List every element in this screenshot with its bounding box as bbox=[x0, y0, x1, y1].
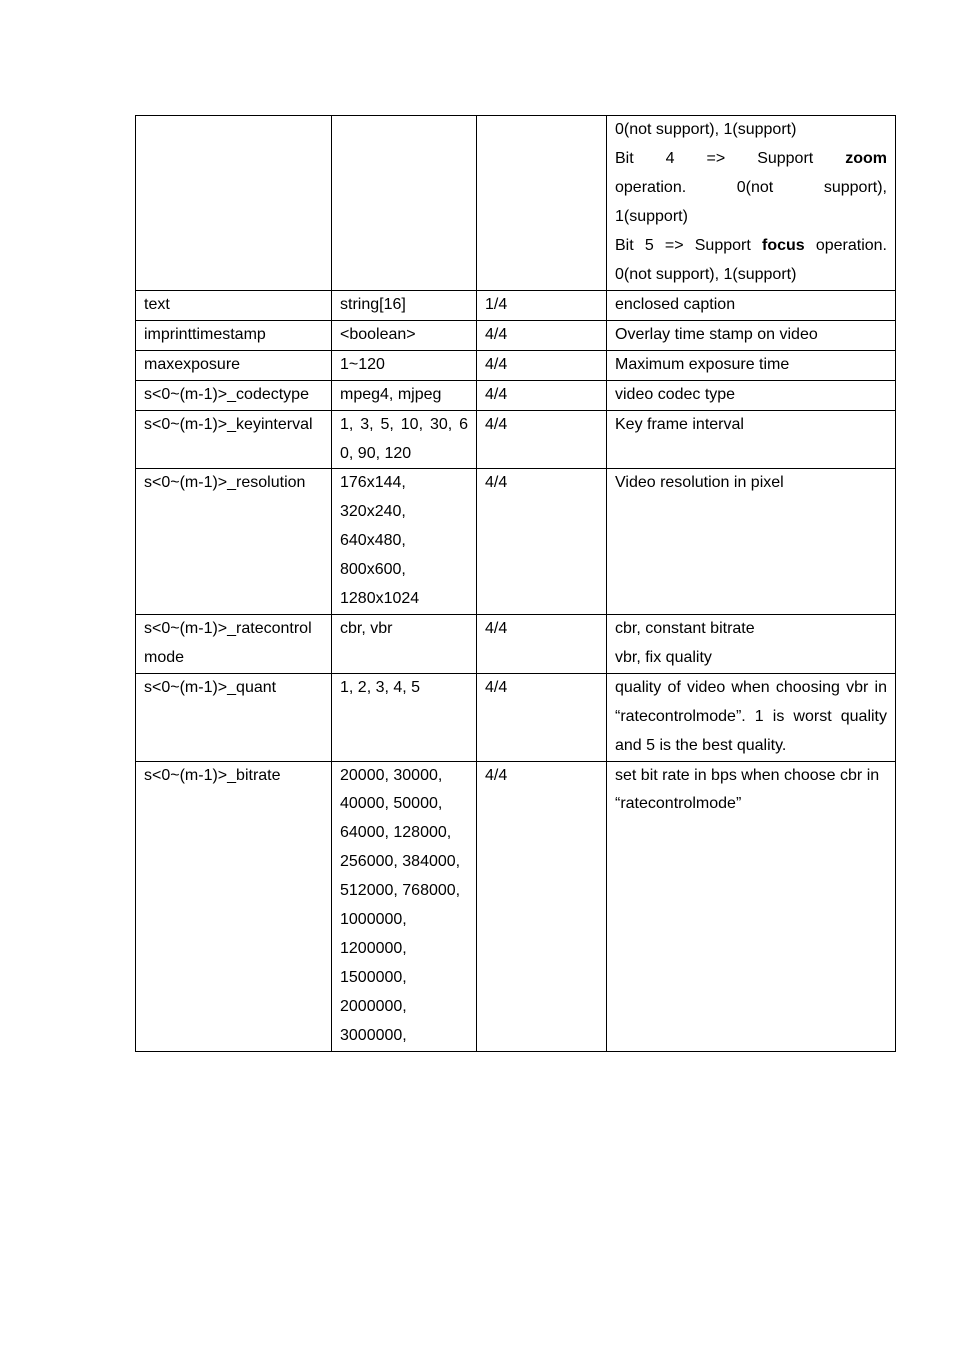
cell-value bbox=[332, 116, 477, 291]
cell-security: 4/4 bbox=[477, 410, 607, 469]
cell-name: s<0~(m-1)>_quant bbox=[136, 673, 332, 761]
bit5-keyword: focus bbox=[761, 236, 805, 254]
cell-value: 1~120 bbox=[332, 350, 477, 380]
bit5-prefix: Bit 5 => Support bbox=[615, 236, 751, 254]
bit5-suffix: operation. bbox=[815, 236, 887, 254]
cell-name: imprinttimestamp bbox=[136, 320, 332, 350]
cell-value: string[16] bbox=[332, 291, 477, 321]
table-row bbox=[136, 469, 896, 615]
cell-description: set bit rate in bps when choose cbr in “ratecontrolmode” bbox=[607, 761, 896, 1051]
cell-security: 4/4 bbox=[477, 350, 607, 380]
parameter-table bbox=[135, 115, 896, 1052]
cell-name: s<0~(m-1)>_bitrate bbox=[136, 761, 332, 1051]
description-line: 0(not support), 1(support) bbox=[615, 121, 797, 138]
description-line: operation. 0(not support), bbox=[615, 178, 887, 196]
cell-description: Key frame interval bbox=[607, 410, 896, 469]
cell-name bbox=[136, 116, 332, 291]
description-line: 0(not support), 1(support) bbox=[615, 265, 797, 283]
cell-name: s<0~(m-1)>_ratecontrolmode bbox=[136, 614, 332, 673]
description-line: cbr, constant bitrate bbox=[615, 619, 755, 637]
table-row bbox=[136, 320, 896, 350]
bit4-keyword: zoom bbox=[845, 149, 887, 167]
table-row bbox=[136, 410, 896, 469]
cell-value: 1, 2, 3, 4, 5 bbox=[332, 673, 477, 761]
table-row bbox=[136, 673, 896, 761]
bit4-prefix: Bit 4 => Support bbox=[615, 149, 814, 167]
table-row bbox=[136, 614, 896, 673]
cell-value: 176x144, 320x240, 640x480, 800x600, 1280x1024 bbox=[332, 469, 477, 615]
cell-security bbox=[477, 116, 607, 291]
cell-security: 4/4 bbox=[477, 673, 607, 761]
cell-value: 20000, 30000, 40000, 50000, 64000, 128000, 256000, 384000, 512000, 768000, 1000000, 1200000, 1500000, 2000000, 3000000, bbox=[332, 761, 477, 1051]
cell-description: quality of video when choosing vbr in “ratecontrolmode”. 1 is worst quality and 5 is the best quality. bbox=[607, 673, 896, 761]
cell-description bbox=[607, 614, 896, 673]
table-row-continuation bbox=[136, 116, 896, 291]
cell-description: video codec type bbox=[607, 380, 896, 410]
cell-description: Video resolution in pixel bbox=[607, 469, 896, 615]
cell-security: 4/4 bbox=[477, 320, 607, 350]
cell-description: Overlay time stamp on video bbox=[607, 320, 896, 350]
cell-security: 4/4 bbox=[477, 380, 607, 410]
table-row bbox=[136, 350, 896, 380]
cell-name: s<0~(m-1)>_resolution bbox=[136, 469, 332, 615]
cell-value: <boolean> bbox=[332, 320, 477, 350]
cell-value: 1, 3, 5, 10, 30, 60, 90, 120 bbox=[332, 410, 477, 469]
cell-description bbox=[607, 116, 896, 291]
cell-description: enclosed caption bbox=[607, 291, 896, 321]
cell-name: maxexposure bbox=[136, 350, 332, 380]
cell-value: cbr, vbr bbox=[332, 614, 477, 673]
cell-name: text bbox=[136, 291, 332, 321]
cell-security: 4/4 bbox=[477, 761, 607, 1051]
cell-name: s<0~(m-1)>_keyinterval bbox=[136, 410, 332, 469]
description-line: 1(support) bbox=[615, 207, 688, 225]
cell-description: Maximum exposure time bbox=[607, 350, 896, 380]
description-line: vbr, fix quality bbox=[615, 648, 712, 666]
description-line bbox=[615, 232, 887, 261]
cell-security: 4/4 bbox=[477, 469, 607, 615]
cell-value: mpeg4, mjpeg bbox=[332, 380, 477, 410]
cell-security: 1/4 bbox=[477, 291, 607, 321]
table-row bbox=[136, 291, 896, 321]
cell-security: 4/4 bbox=[477, 614, 607, 673]
table-row bbox=[136, 380, 896, 410]
description-line bbox=[615, 145, 887, 174]
table-row bbox=[136, 761, 896, 1051]
cell-name: s<0~(m-1)>_codectype bbox=[136, 380, 332, 410]
